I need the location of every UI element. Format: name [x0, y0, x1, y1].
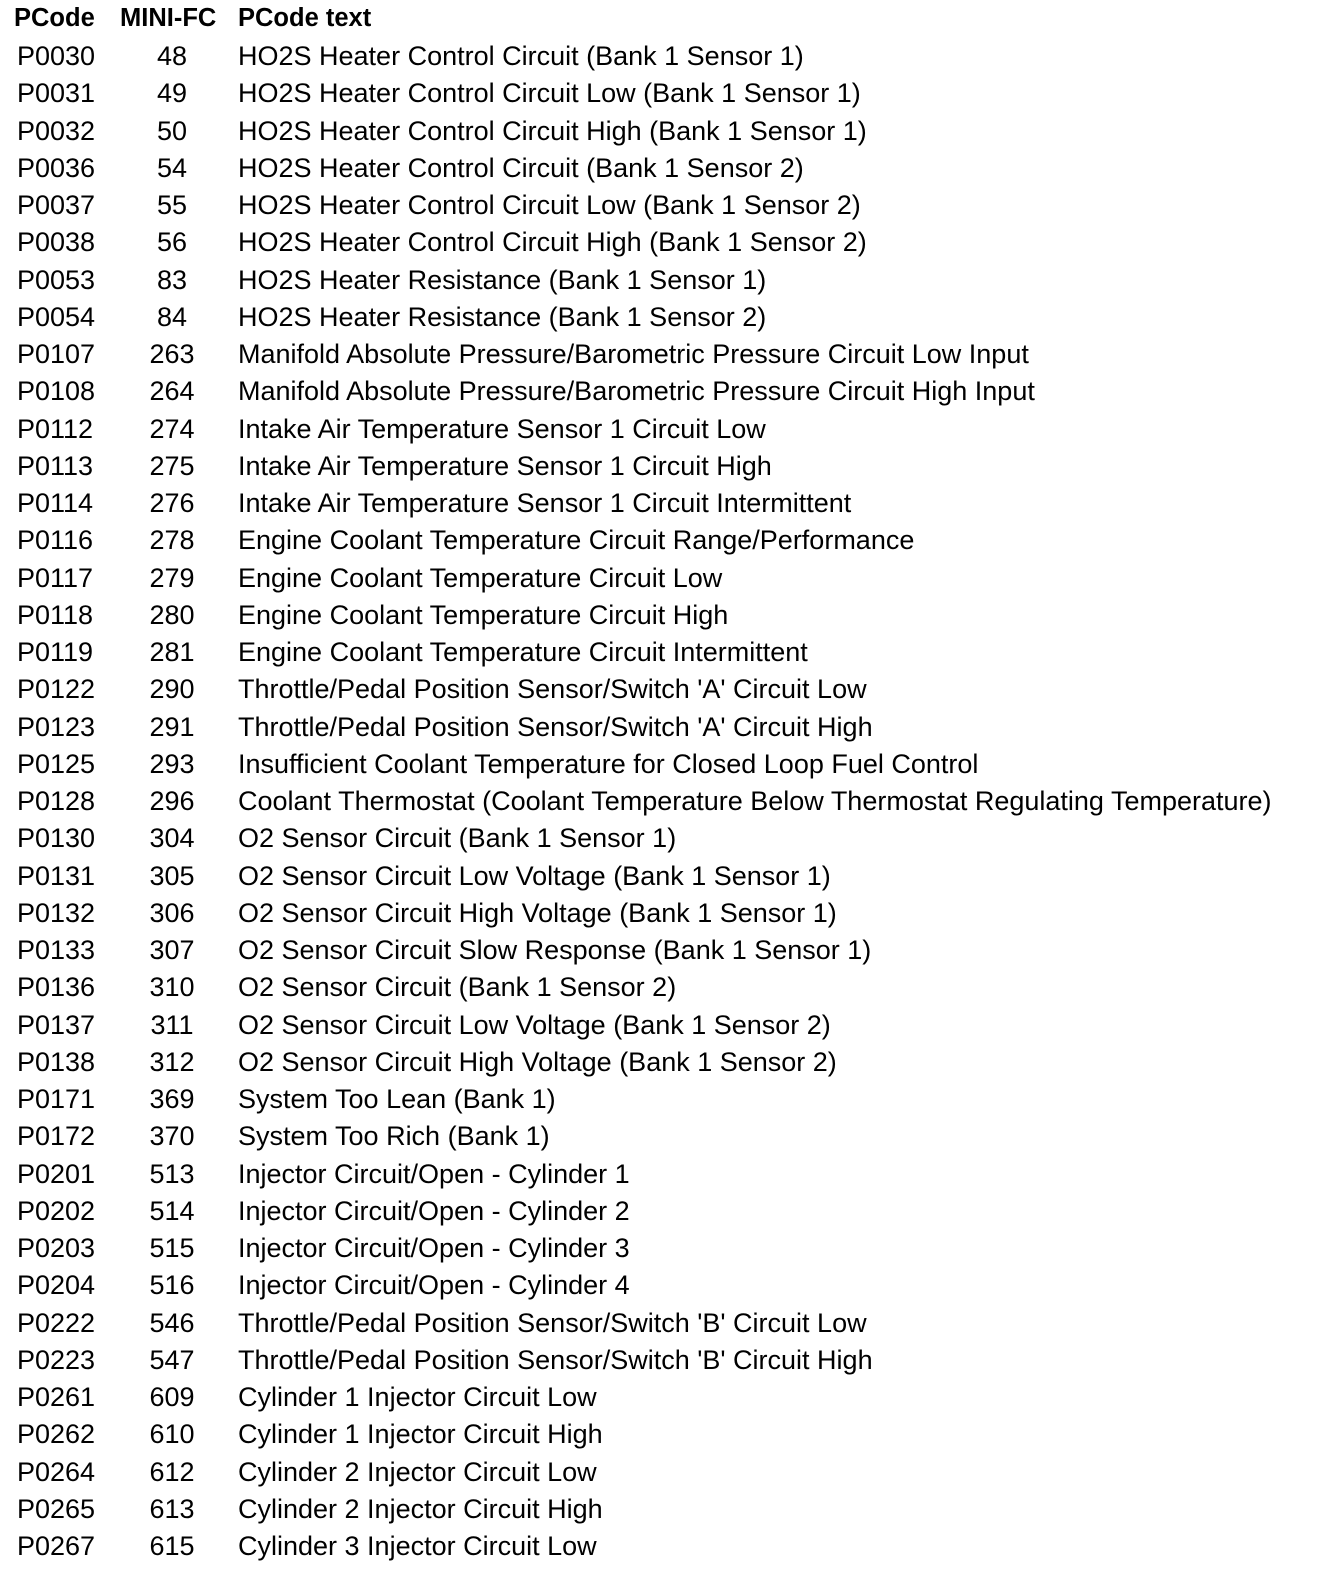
mini-fc-cell: 513 — [149, 1158, 195, 1189]
pcode-cell: P0133 — [17, 935, 96, 965]
table-row — [0, 1379, 1344, 1416]
table-row — [0, 709, 1344, 746]
table-row — [0, 1007, 1344, 1044]
pcode-text-cell: Cylinder 2 Injector Circuit Low — [238, 1456, 597, 1487]
mini-fc-cell: 54 — [156, 152, 188, 183]
table-row — [0, 224, 1344, 261]
mini-fc-cell: 275 — [149, 450, 195, 481]
table-header-row — [0, 0, 1344, 38]
mini-fc-cell: 50 — [156, 115, 188, 146]
table-row — [0, 1491, 1344, 1528]
mini-fc-cell: 370 — [149, 1121, 195, 1152]
table-row — [0, 113, 1344, 150]
pcode-cell: P0131 — [17, 860, 96, 891]
pcode-text-cell: Injector Circuit/Open - Cylinder 4 — [238, 1270, 630, 1301]
pcode-text-cell: Intake Air Temperature Sensor 1 Circuit Low — [238, 413, 766, 444]
pcode-text-cell: Cylinder 1 Injector Circuit High — [238, 1419, 603, 1450]
table-row — [0, 1267, 1344, 1304]
table-row — [0, 38, 1344, 75]
pcode-cell: P0203 — [17, 1233, 96, 1263]
pcode-text-cell: HO2S Heater Resistance (Bank 1 Sensor 1) — [238, 264, 767, 295]
mini-fc-cell: 612 — [149, 1456, 195, 1487]
table-row — [0, 1044, 1344, 1081]
pcode-cell: P0119 — [17, 637, 94, 667]
mini-fc-cell: 609 — [149, 1382, 195, 1412]
pcode-cell: P0118 — [17, 599, 94, 630]
table-row — [0, 187, 1344, 224]
table-row — [0, 1118, 1344, 1155]
pcode-text-cell: HO2S Heater Control Circuit (Bank 1 Sensor 2) — [238, 152, 804, 183]
pcode-cell: P0122 — [17, 674, 96, 705]
pcode-cell: P0171 — [17, 1084, 96, 1114]
table-row — [0, 1305, 1344, 1342]
pcode-cell: P0132 — [17, 897, 96, 928]
table-row — [0, 634, 1344, 671]
pcode-cell: P0136 — [17, 972, 96, 1003]
pcode-text-cell: HO2S Heater Resistance (Bank 1 Sensor 2) — [238, 301, 767, 332]
pcode-cell: P0113 — [17, 450, 94, 481]
pcode-cell: P0123 — [17, 711, 96, 742]
mini-fc-cell: 296 — [149, 786, 195, 816]
table-row — [0, 262, 1344, 299]
mini-fc-cell: 276 — [149, 488, 195, 518]
pcode-text-cell: O2 Sensor Circuit Low Voltage (Bank 1 Sensor 1) — [238, 860, 831, 891]
header-pcode-text: PCode text — [238, 4, 372, 32]
pcode-text-cell: Throttle/Pedal Position Sensor/Switch 'A' Circuit Low — [238, 674, 867, 705]
mini-fc-cell: 56 — [156, 227, 188, 258]
pcode-text-cell: Engine Coolant Temperature Circuit Intermittent — [238, 637, 808, 667]
mini-fc-cell: 291 — [149, 711, 195, 742]
mini-fc-cell: 311 — [150, 1009, 194, 1040]
mini-fc-cell: 290 — [149, 674, 195, 705]
pcode-cell: P0108 — [17, 376, 96, 407]
pcode-cell: P0223 — [17, 1344, 96, 1375]
table-row — [0, 373, 1344, 410]
pcode-text-cell: Throttle/Pedal Position Sensor/Switch 'B' Circuit Low — [238, 1307, 867, 1338]
pcode-cell: P0264 — [17, 1456, 96, 1487]
pcode-cell: P0222 — [17, 1307, 96, 1338]
pcode-cell: P0204 — [17, 1270, 96, 1301]
pcode-cell: P0116 — [17, 525, 94, 556]
table-row — [0, 597, 1344, 634]
mini-fc-cell: 307 — [149, 935, 195, 965]
table-row — [0, 336, 1344, 373]
pcode-cell: P0128 — [17, 786, 96, 816]
table-row — [0, 1528, 1344, 1565]
table-row — [0, 932, 1344, 969]
header-mini-fc: MINI-FC — [120, 4, 217, 32]
pcode-text-cell: O2 Sensor Circuit High Voltage (Bank 1 Sensor 2) — [238, 1046, 837, 1077]
pcode-text-cell: HO2S Heater Control Circuit Low (Bank 1 Sensor 2) — [238, 190, 861, 220]
pcode-text-cell: HO2S Heater Control Circuit Low (Bank 1 Sensor 1) — [238, 78, 861, 109]
mini-fc-cell: 84 — [156, 301, 188, 332]
mini-fc-cell: 293 — [149, 748, 195, 779]
pcode-text-cell: Coolant Thermostat (Coolant Temperature Below Thermostat Regulating Temperature) — [238, 786, 1272, 816]
pcode-text-cell: Intake Air Temperature Sensor 1 Circuit High — [238, 450, 772, 481]
table-row — [0, 858, 1344, 895]
table-row — [0, 448, 1344, 485]
table-row — [0, 560, 1344, 597]
pcode-cell: P0030 — [17, 41, 96, 71]
pcode-text-cell: Manifold Absolute Pressure/Barometric Pressure Circuit Low Input — [238, 339, 1029, 369]
pcode-text-cell: O2 Sensor Circuit Low Voltage (Bank 1 Sensor 2) — [238, 1009, 831, 1040]
mini-fc-cell: 49 — [156, 78, 188, 109]
pcode-cell: P0038 — [17, 227, 96, 258]
mini-fc-cell: 83 — [156, 264, 188, 295]
table-body — [0, 38, 1344, 1565]
pcode-cell: P0107 — [17, 339, 96, 369]
pcode-cell: P0037 — [17, 190, 96, 220]
mini-fc-cell: 547 — [149, 1344, 195, 1375]
table-row — [0, 895, 1344, 932]
pcode-text-cell: Injector Circuit/Open - Cylinder 1 — [238, 1158, 630, 1189]
pcode-text-cell: Throttle/Pedal Position Sensor/Switch 'A' Circuit High — [238, 711, 873, 742]
pcode-text-cell: Insufficient Coolant Temperature for Closed Loop Fuel Control — [238, 748, 979, 779]
pcode-cell: P0267 — [17, 1531, 96, 1561]
table-row — [0, 671, 1344, 708]
pcode-cell: P0125 — [17, 748, 96, 779]
pcode-cell: P0138 — [17, 1046, 96, 1077]
pcode-text-cell: HO2S Heater Control Circuit High (Bank 1 Sensor 2) — [238, 227, 867, 258]
pcode-text-cell: Engine Coolant Temperature Circuit High — [238, 599, 729, 630]
table-row — [0, 969, 1344, 1006]
table-row — [0, 1454, 1344, 1491]
pcode-cell: P0032 — [17, 115, 96, 146]
table-row — [0, 746, 1344, 783]
pcode-cell: P0137 — [17, 1009, 96, 1040]
pcode-text-cell: Engine Coolant Temperature Circuit Low — [238, 562, 723, 593]
mini-fc-cell: 263 — [149, 339, 195, 369]
mini-fc-cell: 615 — [149, 1531, 195, 1561]
pcode-text-cell: Injector Circuit/Open - Cylinder 2 — [238, 1195, 630, 1226]
mini-fc-cell: 280 — [149, 599, 195, 630]
mini-fc-cell: 369 — [149, 1084, 195, 1114]
mini-fc-cell: 264 — [149, 376, 195, 407]
table-row — [0, 1416, 1344, 1453]
table-row — [0, 1081, 1344, 1118]
pcode-text-cell: System Too Lean (Bank 1) — [238, 1084, 556, 1114]
pcode-cell: P0036 — [17, 152, 96, 183]
pcode-text-cell: O2 Sensor Circuit (Bank 1 Sensor 1) — [238, 823, 677, 854]
table-row — [0, 783, 1344, 820]
table-row — [0, 411, 1344, 448]
pcode-text-cell: HO2S Heater Control Circuit High (Bank 1 Sensor 1) — [238, 115, 867, 146]
pcode-cell: P0114 — [17, 488, 94, 518]
pcode-text-cell: Cylinder 3 Injector Circuit Low — [238, 1531, 597, 1561]
mini-fc-cell: 613 — [149, 1493, 195, 1524]
mini-fc-cell: 55 — [156, 190, 188, 220]
table-row — [0, 820, 1344, 857]
pcode-text-cell: O2 Sensor Circuit (Bank 1 Sensor 2) — [238, 972, 677, 1003]
pcode-text-cell: Manifold Absolute Pressure/Barometric Pressure Circuit High Input — [238, 376, 1035, 407]
mini-fc-cell: 278 — [149, 525, 195, 556]
pcode-text-cell: Throttle/Pedal Position Sensor/Switch 'B' Circuit High — [238, 1344, 873, 1375]
table-row — [0, 1193, 1344, 1230]
table-row — [0, 522, 1344, 559]
pcode-cell: P0117 — [17, 562, 94, 593]
mini-fc-cell: 310 — [149, 972, 195, 1003]
pcode-cell: P0031 — [17, 78, 96, 109]
pcode-cell: P0265 — [17, 1493, 96, 1524]
mini-fc-cell: 546 — [149, 1307, 195, 1338]
mini-fc-cell: 305 — [149, 860, 195, 891]
mini-fc-cell: 312 — [149, 1046, 195, 1077]
pcode-text-cell: Intake Air Temperature Sensor 1 Circuit Intermittent — [238, 488, 852, 518]
pcode-cell: P0202 — [17, 1195, 96, 1226]
table-row — [0, 299, 1344, 336]
table-row — [0, 1156, 1344, 1193]
mini-fc-cell: 279 — [149, 562, 195, 593]
pcode-text-cell: Cylinder 1 Injector Circuit Low — [238, 1382, 597, 1412]
pcode-cell: P0054 — [17, 301, 96, 332]
pcode-text-cell: O2 Sensor Circuit Slow Response (Bank 1 Sensor 1) — [238, 935, 872, 965]
table-row — [0, 1342, 1344, 1379]
pcode-text-cell: O2 Sensor Circuit High Voltage (Bank 1 Sensor 1) — [238, 897, 837, 928]
pcode-cell: P0130 — [17, 823, 96, 854]
pcode-text-cell: Engine Coolant Temperature Circuit Range/Performance — [238, 525, 915, 556]
pcode-cell: P0112 — [17, 413, 94, 444]
pcode-cell: P0262 — [17, 1419, 96, 1450]
pcode-cell: P0172 — [17, 1121, 96, 1152]
mini-fc-cell: 610 — [149, 1419, 195, 1450]
mini-fc-cell: 516 — [149, 1270, 195, 1301]
table-row — [0, 75, 1344, 112]
mini-fc-cell: 274 — [149, 413, 195, 444]
mini-fc-cell: 48 — [156, 41, 188, 71]
header-pcode: PCode — [14, 4, 95, 32]
mini-fc-cell: 306 — [149, 897, 195, 928]
table-row — [0, 150, 1344, 187]
pcode-text-cell: System Too Rich (Bank 1) — [238, 1121, 550, 1152]
mini-fc-cell: 304 — [149, 823, 195, 854]
mini-fc-cell: 515 — [149, 1233, 195, 1263]
pcode-cell: P0261 — [17, 1382, 96, 1412]
table-row — [0, 1230, 1344, 1267]
pcode-text-cell: HO2S Heater Control Circuit (Bank 1 Sensor 1) — [238, 41, 804, 71]
pcode-cell: P0053 — [17, 264, 96, 295]
table-row — [0, 485, 1344, 522]
mini-fc-cell: 514 — [149, 1195, 195, 1226]
pcode-text-cell: Cylinder 2 Injector Circuit High — [238, 1493, 603, 1524]
pcode-cell: P0201 — [17, 1158, 96, 1189]
mini-fc-cell: 281 — [149, 637, 195, 667]
pcode-text-cell: Injector Circuit/Open - Cylinder 3 — [238, 1233, 630, 1263]
